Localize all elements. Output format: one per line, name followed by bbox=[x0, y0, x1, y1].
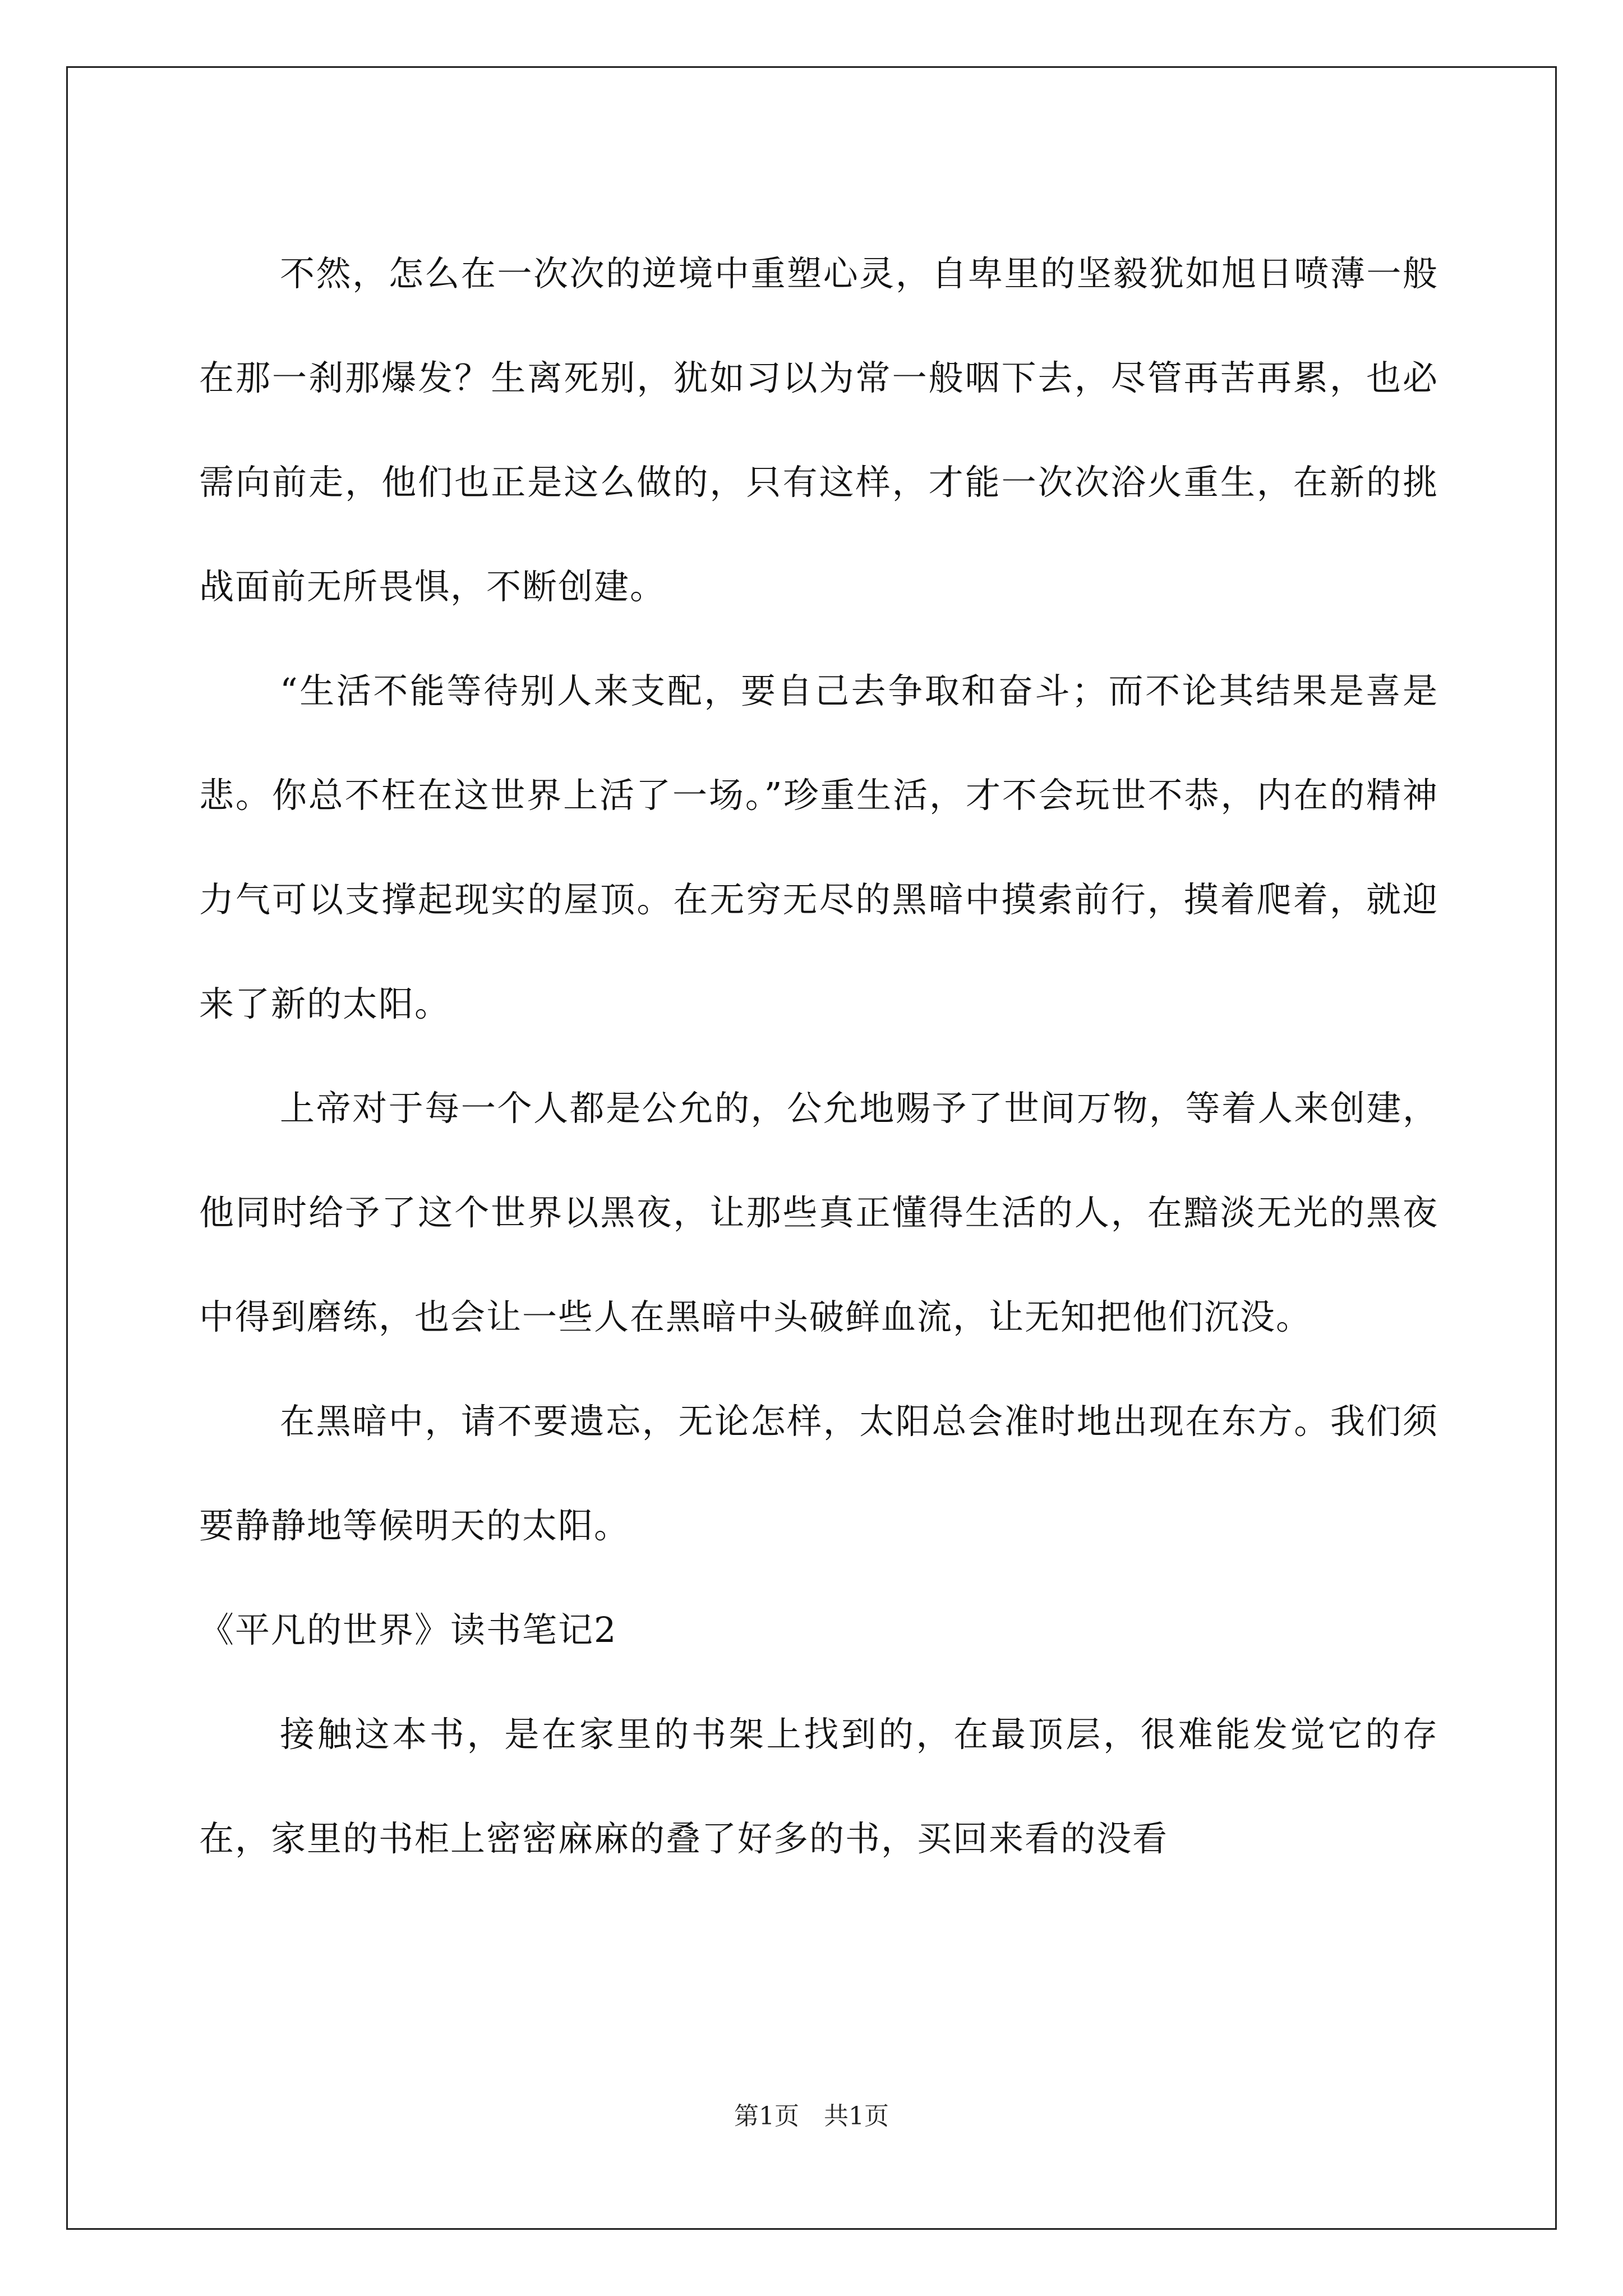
page-footer: 第1页 共1页 bbox=[734, 2102, 889, 2131]
paragraph-5: 接触这本书，是在家里的书架上找到的，在最顶层，很难能发觉它的存在，家里的书柜上密密麻麻的叠了好多的书，买回来看的没看 bbox=[199, 1714, 1438, 1859]
document-body bbox=[199, 222, 1438, 1891]
section-heading: 《平凡的世界》读书笔记2 bbox=[199, 1609, 617, 1650]
paragraph-1: 不然，怎么在一次次的逆境中重塑心灵，自卑里的坚毅犹如旭日喷薄一般在那一刹那爆发？生离死别，犹如习以为常一般咽下去，尽管再苦再累，也必需向前走，他们也正是这么做的，只有这样，才能一次次浴火重生，在新的挑战面前无所畏惧，不断创建。 bbox=[199, 253, 1438, 607]
paragraph-2: “生活不能等待别人来支配，要自己去争取和奋斗；而不论其结果是喜是悲。你总不枉在这世界上活了一场。”珍重生活，才不会玩世不恭，内在的精神力气可以支撑起现实的屋顶。在无穷无尽的黑暗中摸索前行，摸着爬着，就迎来了新的太阳。 bbox=[199, 670, 1438, 1024]
paragraph-3: 上帝对于每一个人都是公允的，公允地赐予了世间万物，等着人来创建，他同时给予了这个世界以黑夜，让那些真正懂得生活的人，在黯淡无光的黑夜中得到磨练，也会让一些人在黑暗中头破鲜血流，让无知把他们沉没。 bbox=[199, 1088, 1438, 1337]
paragraph-4: 在黑暗中，请不要遗忘，无论怎样，太阳总会准时地出现在东方。我们须要静静地等候明天的太阳。 bbox=[199, 1401, 1438, 1546]
